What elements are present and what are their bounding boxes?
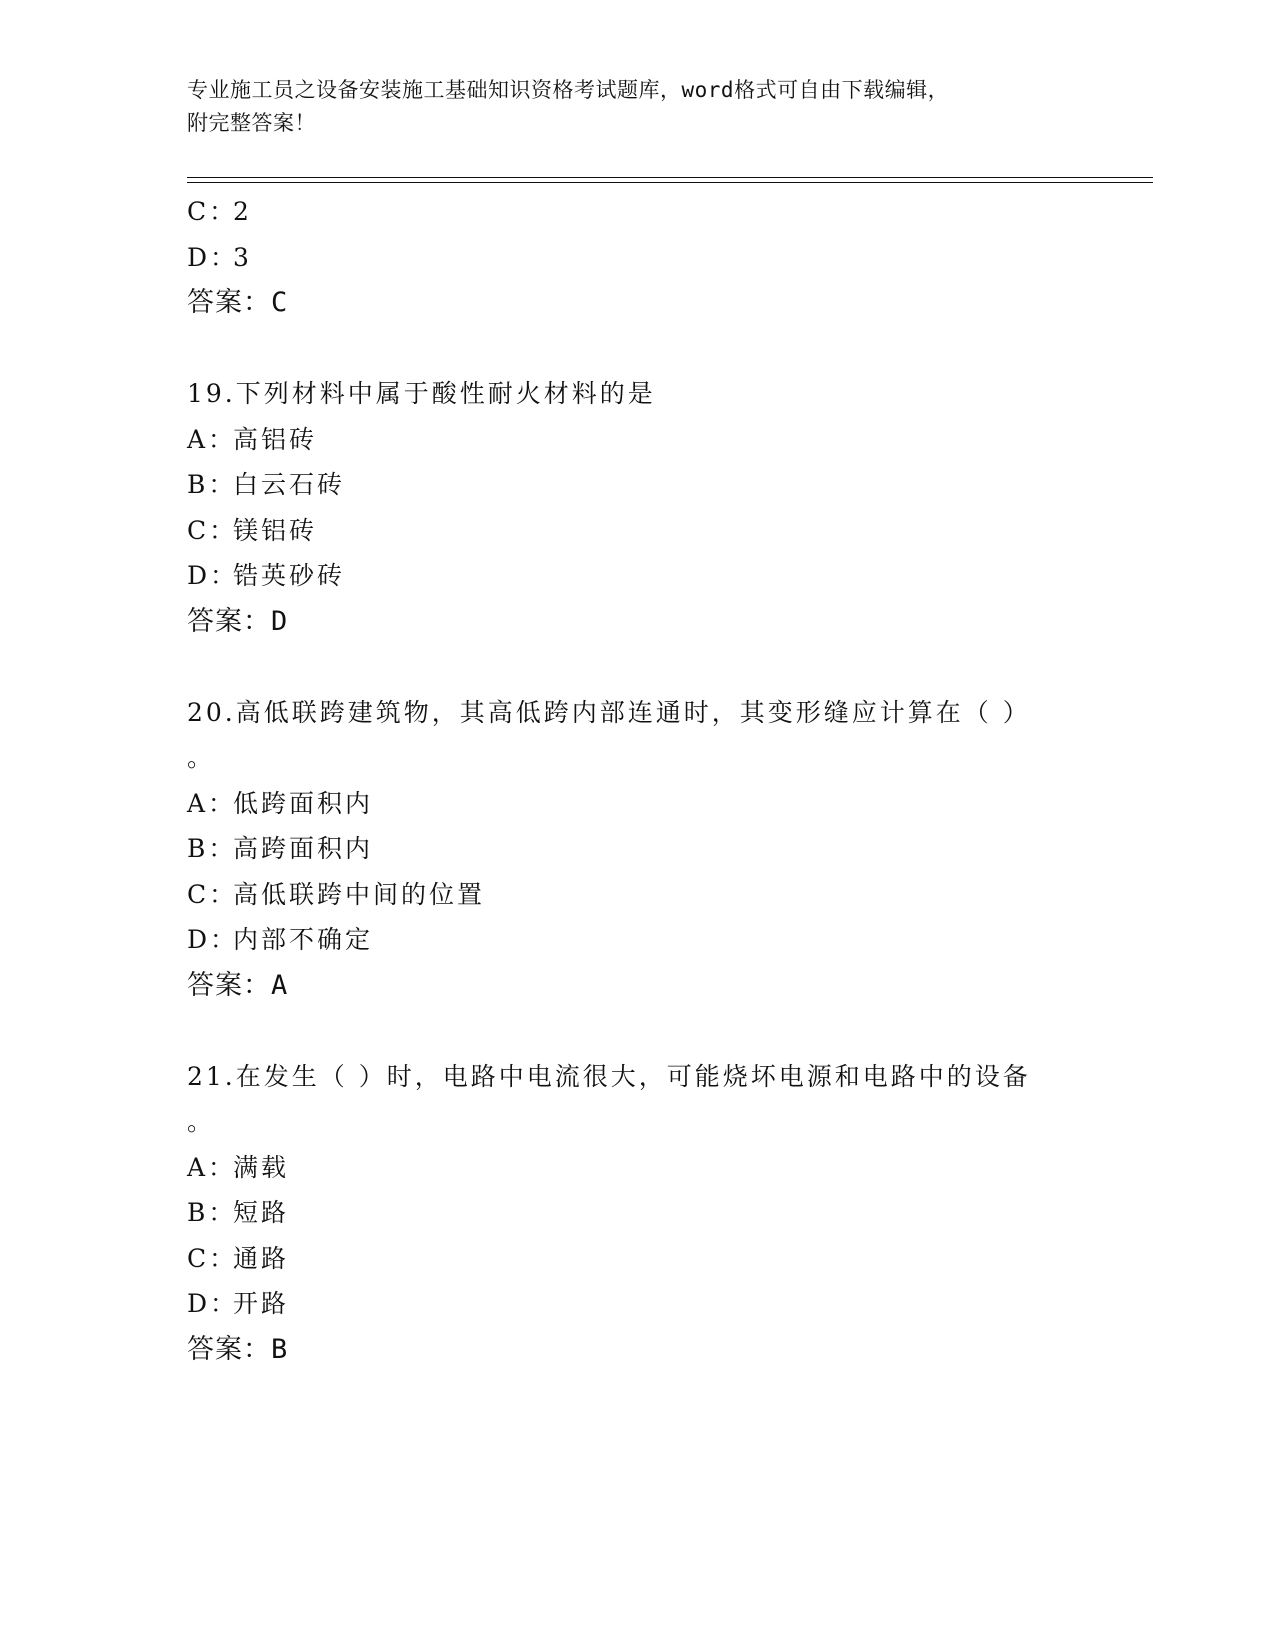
option-b [187,826,1087,872]
question-stem-continuation: 。 [187,1107,216,1136]
answer-line: 答案：B [187,1333,289,1365]
option-letter: B： [187,834,237,863]
option-text: 镁铝砖 [233,515,318,545]
option-c [187,189,1087,235]
option-letter: A： [187,788,237,818]
option-letter: C： [187,197,238,226]
option-text: 满载 [233,1152,290,1182]
header-line-2: 附完整答案！ [187,111,316,135]
option-b [187,462,1087,508]
option-letter: A： [187,424,237,454]
header-divider-bottom [187,182,1153,183]
option-text: 3 [233,242,252,272]
option-text: 锆英砂砖 [233,561,346,590]
option-text: 2 [233,197,252,226]
option-c [187,508,1087,554]
option-text: 白云石砖 [233,470,346,499]
option-c [187,1236,1087,1282]
option-d [187,1281,1087,1327]
answer-line: 答案：D [187,605,289,637]
option-text: 低跨面积内 [233,788,374,818]
option-a [187,417,1087,463]
option-text: 高铝砖 [233,424,318,454]
question-list [187,189,1087,1372]
option-letter: C： [187,515,238,545]
option-letter: C： [187,1243,238,1273]
option-b [187,1190,1087,1236]
question-stem: 21.在发生（ ）时，电路中电流很大，可能烧坏电源和电路中的设备 [187,1061,1031,1091]
option-d [187,553,1087,599]
option-letter: D： [187,925,239,954]
option-text: 开路 [233,1289,290,1318]
option-letter: B： [187,470,237,499]
option-letter: C： [187,879,238,909]
spacer [187,1008,1087,1054]
option-text: 高低联跨中间的位置 [233,879,486,909]
spacer [187,326,1087,372]
option-text: 通路 [233,1243,290,1273]
option-letter: D： [187,1289,239,1318]
option-a [187,1145,1087,1191]
option-letter: D： [187,561,239,590]
question-stem-continuation: 。 [187,743,216,772]
option-text: 高跨面积内 [233,834,374,863]
document-header [187,74,1067,140]
option-letter: A： [187,1152,237,1182]
header-divider-top [187,177,1153,178]
option-d [187,917,1087,963]
option-c [187,872,1087,918]
question-stem: 19.下列材料中属于酸性耐火材料的是 [187,379,656,408]
option-a [187,781,1087,827]
answer-line: 答案：C [187,287,289,318]
header-line-1: 专业施工员之设备安装施工基础知识资格考试题库，word格式可自由下载编辑， [187,78,950,102]
option-letter: B： [187,1198,237,1227]
question-stem: 20.高低联跨建筑物，其高低跨内部连通时，其变形缝应计算在（ ） [187,697,1031,727]
answer-line: 答案：A [187,969,289,1001]
previous-question-tail [187,189,1087,326]
question-20 [187,690,1087,1009]
option-text: 内部不确定 [233,925,374,954]
question-19 [187,371,1087,644]
option-text: 短路 [233,1198,290,1227]
option-letter: D： [187,242,239,272]
option-d [187,235,1087,281]
spacer [187,644,1087,690]
question-21 [187,1054,1087,1373]
